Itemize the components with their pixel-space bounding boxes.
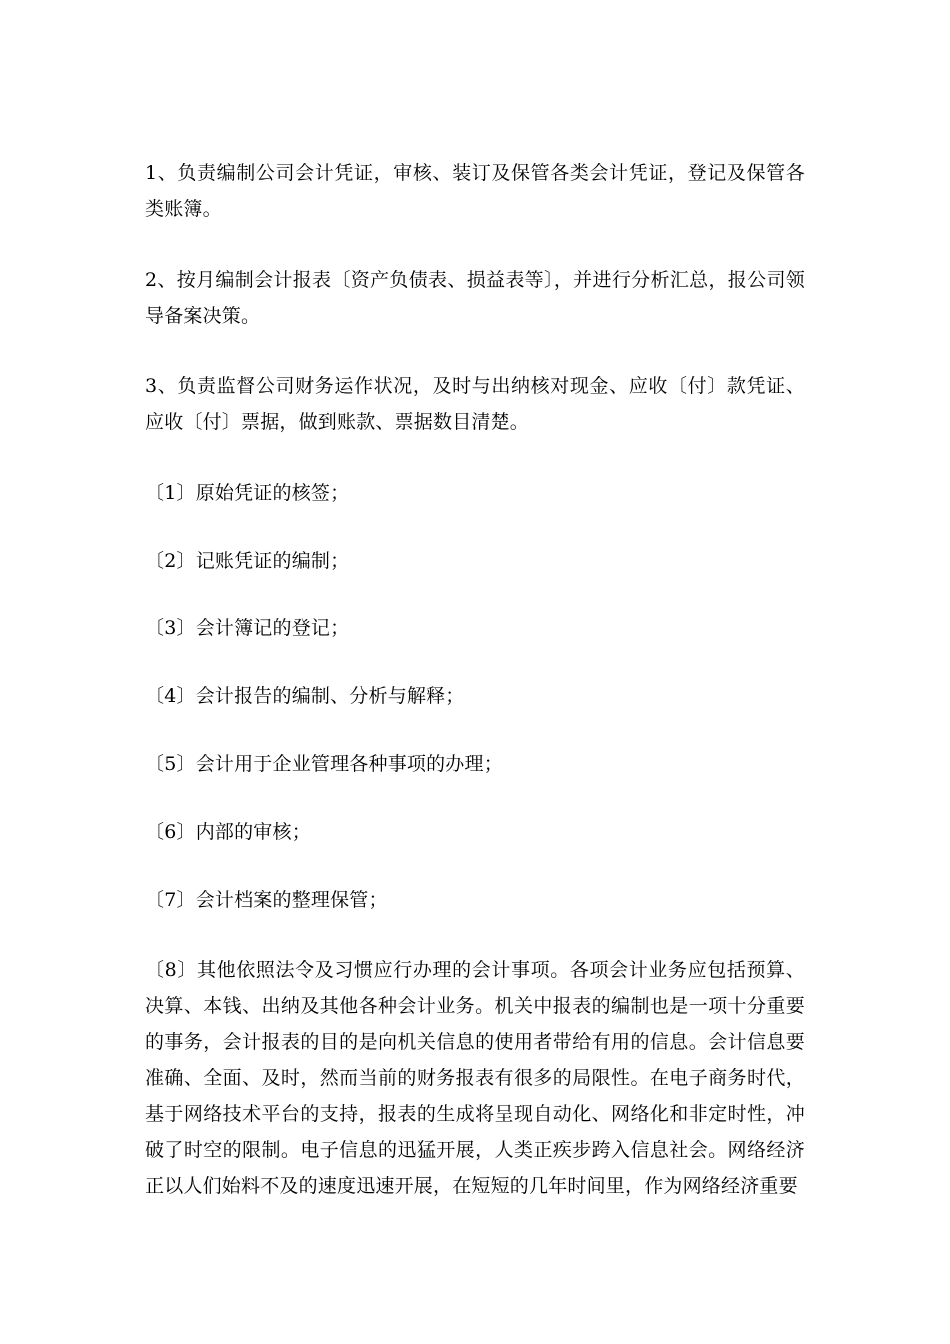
list-item-5: 〔5〕会计用于企业管理各种事项的办理； (145, 753, 503, 775)
list-item-3: 〔3〕会计簿记的登记； (145, 617, 350, 639)
list-item-7: 〔7〕会计档案的整理保管； (145, 889, 388, 911)
list-item-4: 〔4〕会计报告的编制、分析与解释； (145, 685, 465, 707)
list-item-2: 〔2〕记账凭证的编制； (145, 550, 350, 572)
list-item-1: 〔1〕原始凭证的核签； (145, 482, 350, 504)
paragraph-duty-1: 1、负责编制公司会计凭证，审核、装订及保管各类会计凭证，登记及保管各类账簿。 (145, 162, 805, 220)
list-item-6: 〔6〕内部的审核； (145, 821, 311, 843)
list-item-8: 〔8〕其他依照法令及习惯应行办理的会计事项。各项会计业务应包括预算、决算、本钱、出纳及其他各种会计业务。机关中报表的编制也是一项十分重要的事务，会计报表的目的是向机关信息的使用者带给有用的信息。会计信息要准确、全面、及时，然而当前的财务报表有很多的局限性。在电子商务时代，基于网络技术平台的支持，报表的生成将呈现自动化、网络化和非定时性，冲破了时空的限制。电子信息的迅猛开展，人类正疾步跨入信息社会。网络经济正以人们始料不及的速度迅速开展，在短短的几年时间里，作为网络经济重要 (145, 959, 805, 1197)
paragraph-duty-3: 3、负责监督公司财务运作状况，及时与出纳核对现金、应收〔付〕款凭证、应收〔付〕票据，做到账款、票据数目清楚。 (145, 375, 805, 433)
paragraph-duty-2: 2、按月编制会计报表〔资产负债表、损益表等〕，并进行分析汇总，报公司领导备案决策。 (145, 269, 805, 327)
